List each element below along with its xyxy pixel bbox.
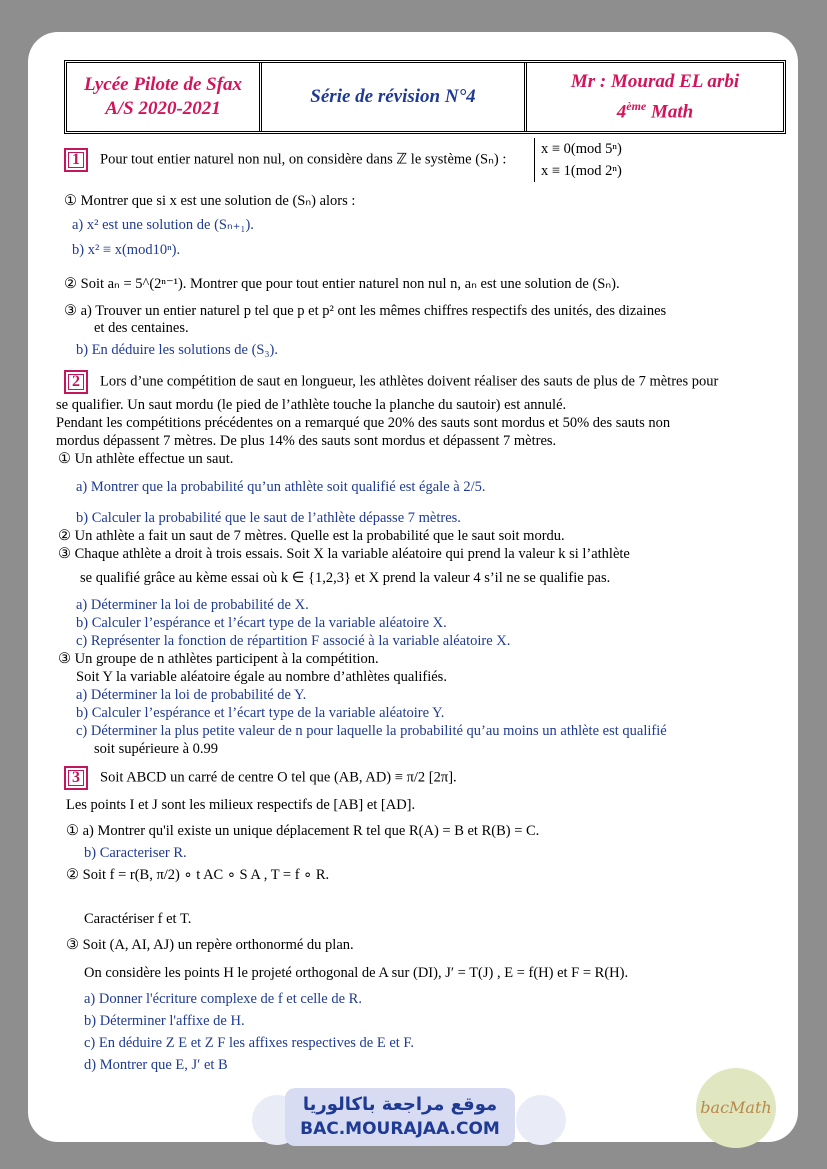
ex2-q4c-cont: soit supérieure à 0.99	[94, 741, 219, 757]
bacmath-badge: bacMath	[696, 1068, 776, 1148]
ex3-q2-cont: Caractériser f et T.	[84, 911, 192, 927]
ex2-line4: mordus dépassent 7 mètres. De plus 14% des sauts sont mordus et dépassent 7 mètres.	[56, 433, 557, 449]
ex3-q3: ③ Soit (A, AI, AJ) un repère orthonormé du plan.	[66, 937, 354, 953]
class-level: 4ème Math	[616, 98, 694, 123]
ex3-q2: ② Soit f = r(B, π/2) ∘ t AC ∘ S A , T = f ∘ R.	[66, 867, 330, 883]
ex2-line1: 2 Lors d’une compétition de saut en longueur, les athlètes doivent réaliser des sauts de plus de 7 mètres pour	[64, 370, 718, 394]
site-banner-url[interactable]: BAC.MOURAJAA.COM	[300, 1119, 500, 1139]
ex1-system-eq1: x ≡ 0(mod 5ⁿ)	[541, 141, 622, 157]
header-school-cell	[67, 63, 262, 131]
site-logo-right	[516, 1095, 566, 1145]
ex1-q1: ① Montrer que si x est une solution de (Sₙ) alors :	[64, 193, 356, 209]
ex2-q3-cont: se qualifié grâce au kème essai où k ∈ {1,2,3} et X prend la valeur 4 s’il ne se qualifie pas.	[80, 570, 611, 586]
ex1-q1b: b) x² ≡ x(mod10ⁿ).	[72, 242, 181, 258]
ex1-q3a-cont: et des centaines.	[94, 320, 189, 336]
header-box	[64, 60, 786, 134]
ex2-q4a: a) Déterminer la loi de probabilité de Y.	[76, 687, 307, 703]
ex1-q3b: b) En déduire les solutions de (S₃).	[76, 342, 278, 358]
exercise-number-2: 2	[64, 370, 88, 394]
ex2-q3a: a) Déterminer la loi de probabilité de X.	[76, 597, 309, 613]
ex2-line2: se qualifier. Un saut mordu (le pied de l’athlète touche la planche du sautoir) est annulé.	[56, 397, 567, 413]
ex3-q3a: a) Donner l'écriture complexe de f et celle de R.	[84, 991, 362, 1007]
ex1-intro: Pour tout entier naturel non nul, on considère dans ℤ le système (Sₙ) :	[100, 151, 507, 168]
ex1-system	[534, 138, 622, 182]
ex1-system-eq2: x ≡ 1(mod 2ⁿ)	[541, 163, 622, 179]
document-page	[28, 32, 798, 1142]
header-teacher-cell	[527, 63, 783, 131]
ex2-q1a: a) Montrer que la probabilité qu’un athlète soit qualifié est égale à 2/5.	[76, 479, 486, 495]
ex1-q2: ② Soit aₙ = 5^(2ⁿ⁻¹). Montrer que pour tout entier naturel non nul n, aₙ est une solution de (Sₙ).	[64, 276, 620, 292]
ex3-line1: 3 Soit ABCD un carré de centre O tel que (AB, AD) ≡ π/2 [2π].	[64, 766, 457, 790]
ex2-q4b: b) Calculer l’espérance et l’écart type de la variable aléatoire Y.	[76, 705, 445, 721]
document-title: Série de révision N°4	[310, 86, 476, 107]
ex2-q4: ③ Un groupe de n athlètes participent à la compétition.	[58, 651, 379, 667]
ex2-q4c: c) Déterminer la plus petite valeur de n pour laquelle la probabilité qu’au moins un athlète est qualifié	[76, 723, 667, 739]
ex2-q2: ② Un athlète a fait un saut de 7 mètres. Quelle est la probabilité que le saut soit mordu.	[58, 528, 565, 544]
ex2-q3: ③ Chaque athlète a droit à trois essais. Soit X la variable aléatoire qui prend la valeur k si l’athlète	[58, 546, 630, 562]
ex1-q3a: ③ a) Trouver un entier naturel p tel que p et p² ont les mêmes chiffres respectifs des unités, des dizaines	[64, 303, 667, 319]
exercise-number-3: 3	[64, 766, 88, 790]
ex3-q3d: d) Montrer que E, J′ et B	[84, 1057, 228, 1073]
ex3-q1b: b) Caracteriser R.	[84, 845, 187, 861]
teacher-name: Mr : Mourad EL arbi	[570, 70, 740, 92]
ex1-q1a: a) x² est une solution de (Sₙ₊₁).	[72, 217, 254, 233]
ex2-line3: Pendant les compétitions précédentes on a remarqué que 20% des sauts sont mordus et 50% des sauts non	[56, 415, 671, 431]
exercise-number-1: 1	[64, 148, 88, 172]
ex3-q1a: ① a) Montrer qu'il existe un unique déplacement R tel que R(A) = B et R(B) = C.	[66, 823, 540, 839]
ex2-q3b: b) Calculer l’espérance et l’écart type de la variable aléatoire X.	[76, 615, 447, 631]
ex2-q1: ① Un athlète effectue un saut.	[58, 451, 234, 467]
school-year: A/S 2020-2021	[105, 98, 221, 119]
ex2-q1b: b) Calculer la probabilité que le saut de l’athlète dépasse 7 mètres.	[76, 510, 461, 526]
ex3-line2: Les points I et J sont les milieux respectifs de [AB] et [AD].	[66, 797, 416, 813]
ex2-q4-cont: Soit Y la variable aléatoire égale au nombre d’athlètes qualifiés.	[76, 669, 447, 685]
ex3-q3c: c) En déduire Z E et Z F les affixes respectives de E et F.	[84, 1035, 414, 1051]
school-name: Lycée Pilote de Sfax	[83, 74, 243, 95]
ex3-q3-cont: On considère les points H le projeté orthogonal de A sur (DI), J′ = T(J) , E = f(H) et F = R(H).	[84, 965, 629, 981]
ex3-q3b: b) Déterminer l'affixe de H.	[84, 1013, 245, 1029]
site-banner-arabic: موقع مراجعة باكالوريا	[302, 1094, 498, 1115]
ex1-intro-row	[64, 148, 506, 172]
ex2-q3c: c) Représenter la fonction de répartition F associé à la variable aléatoire X.	[76, 633, 511, 649]
site-banner[interactable]	[285, 1088, 515, 1146]
header-title-cell	[262, 63, 527, 131]
